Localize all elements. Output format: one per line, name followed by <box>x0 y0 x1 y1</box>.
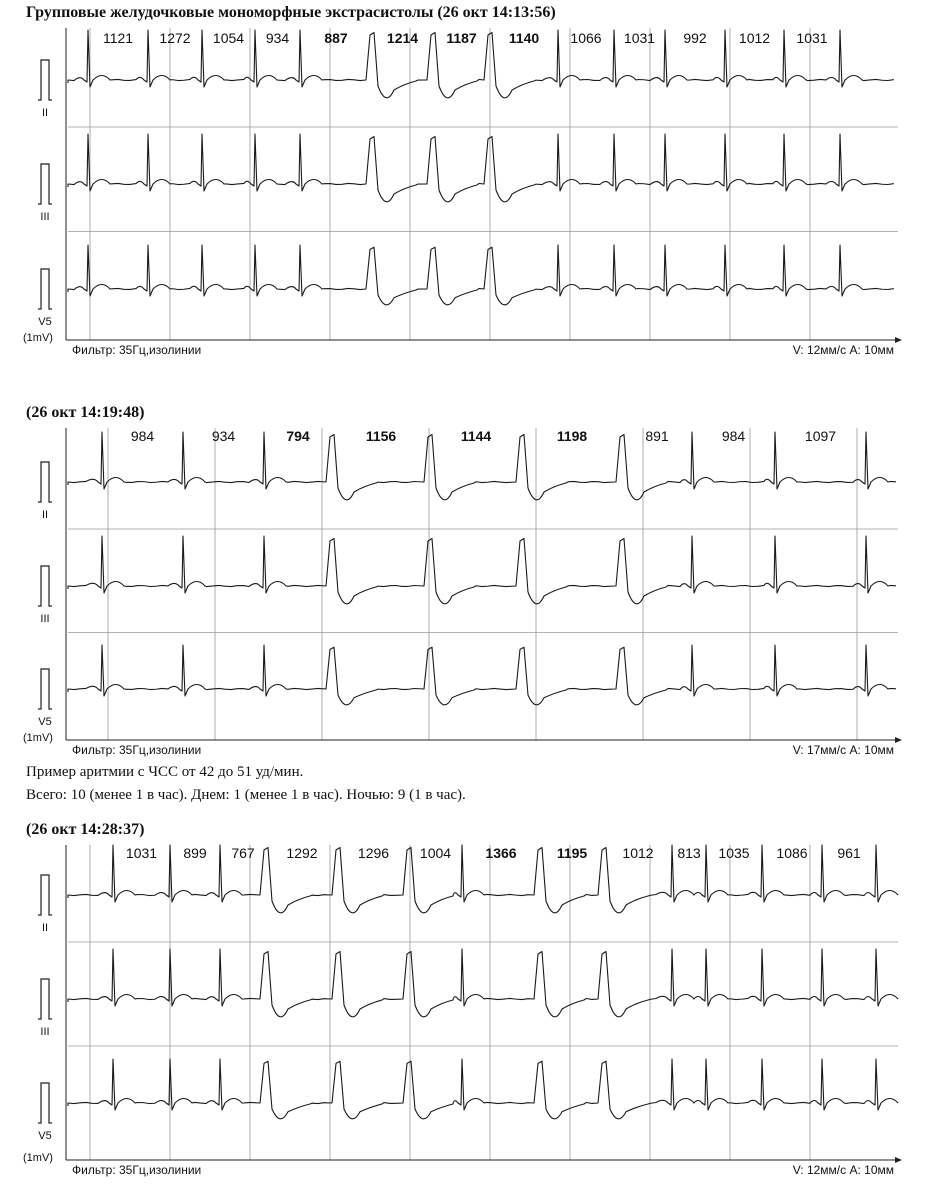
calibration-pulse <box>38 1083 52 1123</box>
rr-interval-label: 1292 <box>286 845 318 861</box>
axis-arrow <box>895 737 902 743</box>
lead-label-v5: V5 <box>38 716 52 728</box>
calibration-label: (1mV) <box>23 732 53 744</box>
rr-interval-label: 984 <box>130 428 155 444</box>
calibration-pulse <box>38 566 52 606</box>
rr-interval-label: 1012 <box>738 30 771 46</box>
ecg-trace-iii <box>68 536 896 604</box>
lead-label-ii: II <box>41 509 49 521</box>
rr-interval-label: 1214 <box>386 30 419 46</box>
section2-title: (26 окт 14:19:48) <box>26 404 145 421</box>
rr-interval-label: 1140 <box>508 30 540 46</box>
ecg-trace-v5 <box>68 245 894 305</box>
summary-line-2: Всего: 10 (менее 1 в час). Днем: 1 (менее 1 в час). Ночью: 9 (1 в час). <box>26 787 466 803</box>
ecg-trace-iii <box>68 949 898 1017</box>
rr-interval-label: 1187 <box>446 30 477 46</box>
lead-label-ii: II <box>41 922 49 934</box>
rr-interval-label: 887 <box>324 30 348 46</box>
rr-interval-label: 1086 <box>776 845 808 861</box>
lead-label-v5: V5 <box>38 316 52 328</box>
rr-interval-label: 1066 <box>570 30 602 46</box>
rr-interval-label: 1031 <box>125 845 158 861</box>
rr-interval-label: 813 <box>677 845 701 861</box>
rr-interval-label: 1012 <box>622 845 654 861</box>
rr-interval-label: 934 <box>265 30 290 46</box>
rr-interval-label: 1272 <box>159 30 191 46</box>
rr-interval-label: 1004 <box>419 845 452 861</box>
rr-interval-label: 1198 <box>556 428 588 444</box>
speed-amplitude-label: V: 12мм/с A: 10мм <box>792 343 894 357</box>
lead-label-ii: II <box>41 107 49 119</box>
calibration-pulse <box>38 875 52 915</box>
calibration-label: (1mV) <box>23 332 53 344</box>
ecg-grid-1 <box>0 22 927 362</box>
ecg-strip-2 <box>0 422 927 760</box>
lead-label-v5: V5 <box>38 1130 52 1142</box>
rr-interval-label: 934 <box>211 428 236 444</box>
ecg-grid-3 <box>0 839 927 1184</box>
filter-label: Фильтр: 35Гц,изолинии <box>72 343 202 357</box>
lead-label-iii: III <box>40 1026 50 1038</box>
rr-interval-label: 1195 <box>556 845 588 861</box>
ecg-trace-v5 <box>68 645 896 705</box>
rr-interval-label: 1296 <box>357 845 390 861</box>
summary-line-1: Пример аритмии с ЧСС от 42 до 51 уд/мин. <box>26 764 304 780</box>
rr-interval-label: 891 <box>645 428 669 444</box>
rr-interval-label: 1031 <box>623 30 656 46</box>
calibration-pulse <box>38 979 52 1019</box>
rr-interval-label: 1054 <box>212 30 245 46</box>
axis-arrow <box>895 337 902 343</box>
filter-label: Фильтр: 35Гц,изолинии <box>72 743 202 757</box>
rr-interval-label: 992 <box>683 30 707 46</box>
rr-interval-label: 767 <box>231 845 255 861</box>
lead-label-iii: III <box>40 613 50 625</box>
speed-amplitude-label: V: 12мм/с A: 10мм <box>792 1163 894 1177</box>
rr-interval-label: 1156 <box>365 428 397 444</box>
speed-amplitude-label: V: 17мм/с A: 10мм <box>792 743 894 757</box>
filter-label: Фильтр: 35Гц,изолинии <box>72 1163 202 1177</box>
calibration-pulse <box>38 60 52 100</box>
axis-arrow <box>895 1157 902 1163</box>
ecg-trace-iii <box>68 134 894 202</box>
calibration-pulse <box>38 269 52 309</box>
calibration-pulse <box>38 164 52 204</box>
calibration-pulse <box>38 462 52 502</box>
calibration-label: (1mV) <box>23 1152 53 1164</box>
rr-interval-label: 1031 <box>796 30 828 46</box>
ecg-grid-2 <box>0 422 927 760</box>
ecg-trace-ii <box>68 30 894 98</box>
calibration-pulse <box>38 669 52 709</box>
ecg-trace-v5 <box>68 1059 898 1119</box>
rr-interval-label: 961 <box>837 845 861 861</box>
rr-interval-label: 1035 <box>718 845 750 861</box>
ecg-strip-1 <box>0 22 927 362</box>
rr-interval-label: 1097 <box>804 428 837 444</box>
section3-title: (26 окт 14:28:37) <box>26 821 145 838</box>
ecg-strip-3 <box>0 839 927 1184</box>
section1-title: Групповые желудочковые мономорфные экстрасистолы (26 окт 14:13:56) <box>26 4 556 21</box>
rr-interval-label: 984 <box>721 428 746 444</box>
rr-interval-label: 794 <box>286 428 310 444</box>
rr-interval-label: 1144 <box>460 428 492 444</box>
rr-interval-label: 1121 <box>102 30 134 46</box>
lead-label-iii: III <box>40 211 50 223</box>
rr-interval-label: 1366 <box>485 845 517 861</box>
rr-interval-label: 899 <box>183 845 207 861</box>
